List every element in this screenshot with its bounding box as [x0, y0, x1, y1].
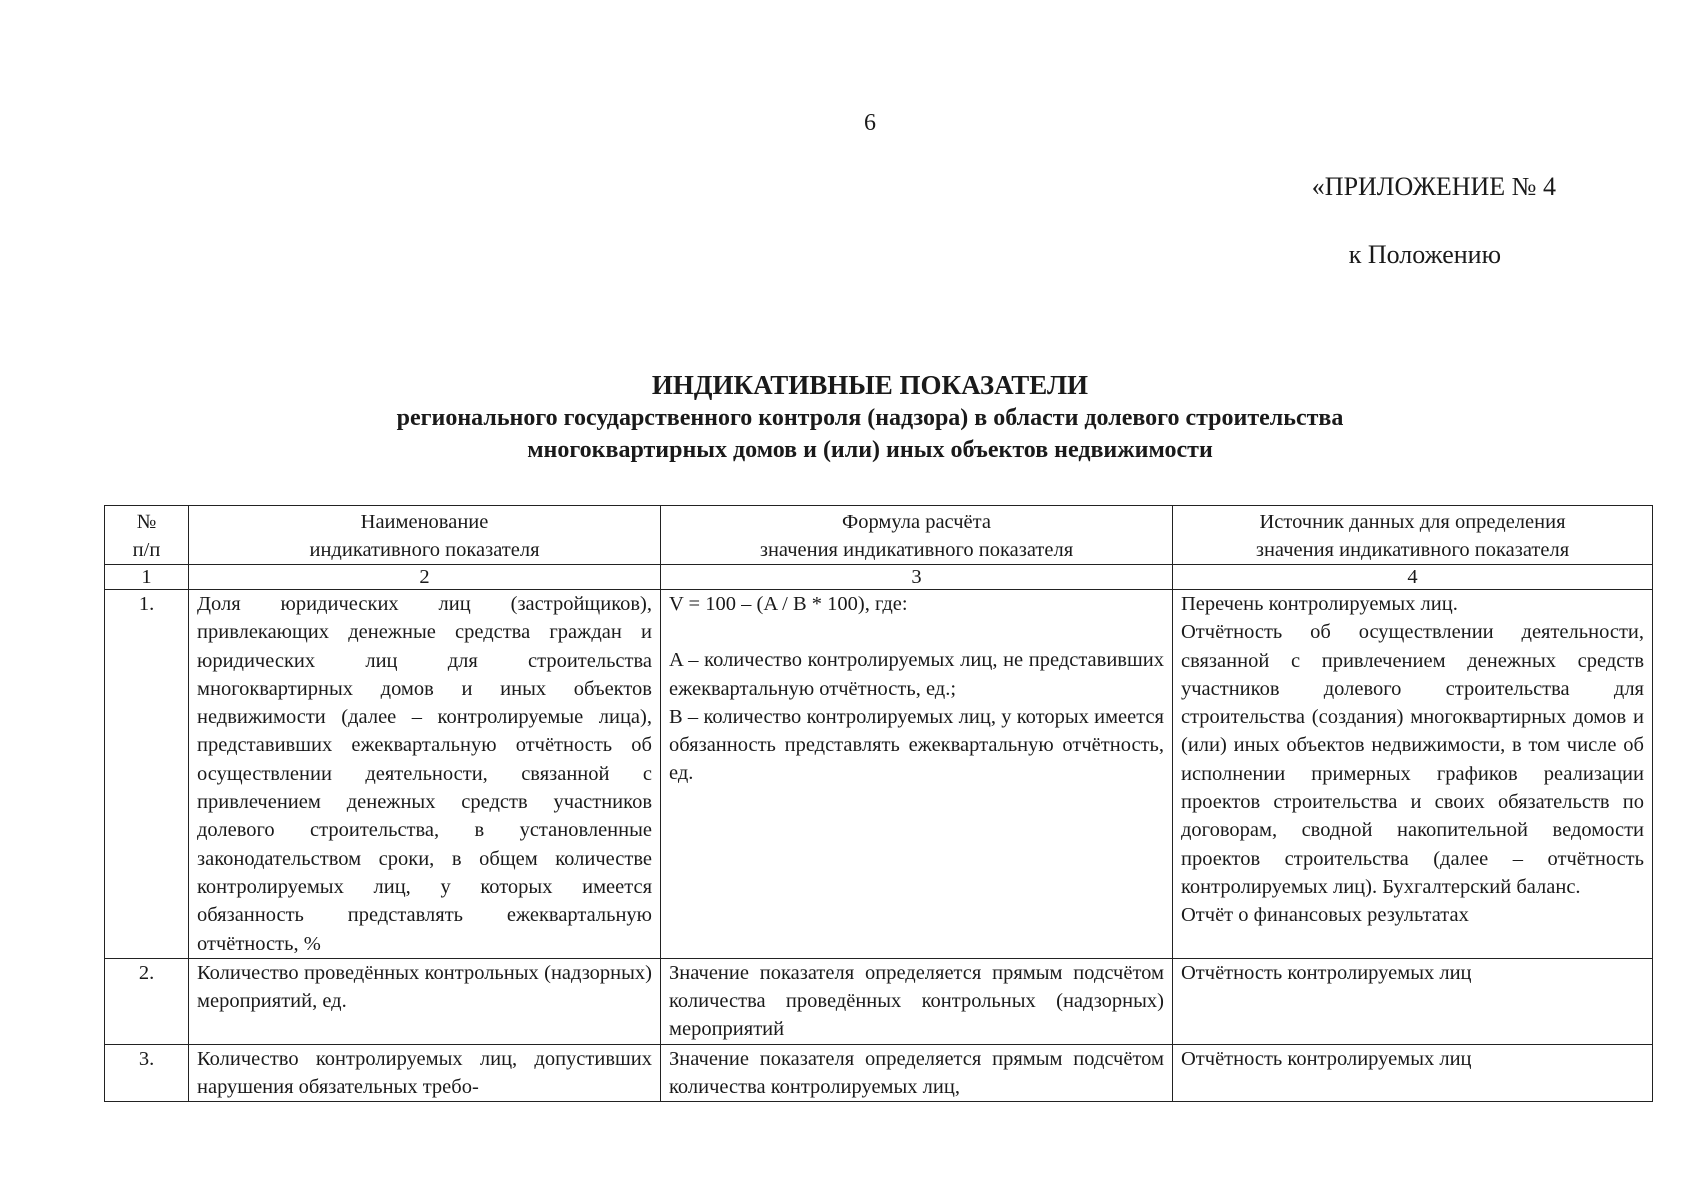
appendix-reference: к Положению — [1348, 240, 1501, 269]
title-line-2: многоквартирных домов и (или) иных объектов недвижимости — [527, 437, 1213, 463]
table-row — [105, 590, 1653, 959]
header-number — [105, 506, 189, 565]
table-header-row — [105, 506, 1653, 565]
table-row — [105, 1044, 1653, 1101]
indicator-name — [189, 1044, 661, 1101]
header-name-line2: индикативного показателя — [309, 539, 540, 561]
column-number-2: 2 — [189, 565, 661, 590]
header-formula-line2: значения индикативного показателя — [759, 539, 1074, 561]
indicator-formula — [661, 590, 1173, 959]
header-formula-line1: Формула расчёта — [842, 511, 991, 533]
header-name — [189, 506, 661, 565]
row-number: 1. — [105, 590, 189, 959]
formula-expression: V = 100 – (A / B * 100), где: — [669, 593, 908, 615]
appendix-label: «ПРИЛОЖЕНИЕ № 4 — [1311, 172, 1556, 201]
indicator-name-text: Количество контролируемых лиц, допустивших нарушения обязательных требо- — [197, 1047, 652, 1099]
header-source-line2: значения индикативного показателя — [1255, 539, 1570, 561]
indicator-source — [1173, 590, 1653, 959]
indicator-formula: Значение показателя определяется прямым подсчётом количества проведённых контрольных (надзорных) мероприятий — [661, 958, 1173, 1044]
title-line-1: регионального государственного контроля (надзора) в области долевого строительства — [396, 405, 1344, 431]
page-number: 6 — [864, 110, 876, 136]
header-source — [1173, 506, 1653, 565]
formula-variable-b: B – количество контролируемых лиц, у которых имеется обязанность представлять ежеквартальную отчётность, ед. — [669, 705, 1164, 785]
source-item-2: Отчётность об осуществлении деятельности, связанной с привлечением денежных средств участников долевого строительства для строительства (создания) многоквартирных домов и (или) иных объектов недвижимости, в том числе об исполнении примерных графиков реализации проектов строительства и своих обязательств по договорам, сводной накопительной ведомости проектов строительства (далее – отчётность контролируемых лиц). Бухгалтерский баланс. — [1181, 621, 1644, 898]
column-number-4: 4 — [1173, 565, 1653, 590]
indicator-source-text: Отчётность контролируемых лиц — [1181, 1047, 1472, 1070]
indicator-formula-text: Значение показателя определяется прямым подсчётом количества контролируемых лиц, — [669, 1047, 1164, 1099]
header-number-line2: п/п — [132, 539, 161, 561]
formula-variable-a: A – количество контролируемых лиц, не представивших ежеквартальную отчётность, ед.; — [669, 649, 1164, 700]
indicator-source — [1173, 1044, 1653, 1101]
document-title — [0, 368, 1701, 466]
indicator-name: Количество проведённых контрольных (надзорных) мероприятий, ед. — [189, 958, 661, 1044]
column-number-1: 1 — [105, 565, 189, 590]
indicator-name: Доля юридических лиц (застройщиков), привлекающих денежные средства граждан и юридических лиц для строительства многоквартирных домов и иных объектов недвижимости (далее – контролируемые лица), представивших ежеквартальную отчётность об осуществлении деятельности, связанной с привлечением денежных средств участников долевого строительства, в установленные законодательством сроки, в общем количестве контролируемых лиц, у которых имеется обязанность представлять ежеквартальную отчётность, % — [189, 590, 661, 959]
row-number: 3. — [105, 1044, 189, 1101]
header-number-line1: № — [136, 511, 157, 533]
spacer — [669, 618, 1164, 646]
column-number-row — [105, 565, 1653, 590]
source-item-3: Отчёт о финансовых результатах — [1181, 904, 1469, 927]
indicator-formula — [661, 1044, 1173, 1101]
table-row — [105, 958, 1653, 1044]
header-source-line1: Источник данных для определения — [1259, 511, 1566, 533]
header-name-line1: Наименование — [360, 511, 489, 533]
title-main: ИНДИКАТИВНЫЕ ПОКАЗАТЕЛИ — [651, 370, 1089, 400]
indicators-table — [104, 505, 1653, 1102]
row-number: 2. — [105, 958, 189, 1044]
header-formula — [661, 506, 1173, 565]
column-number-3: 3 — [661, 565, 1173, 590]
source-item-1: Перечень контролируемых лиц. — [1181, 593, 1458, 615]
indicator-source: Отчётность контролируемых лиц — [1173, 958, 1653, 1044]
